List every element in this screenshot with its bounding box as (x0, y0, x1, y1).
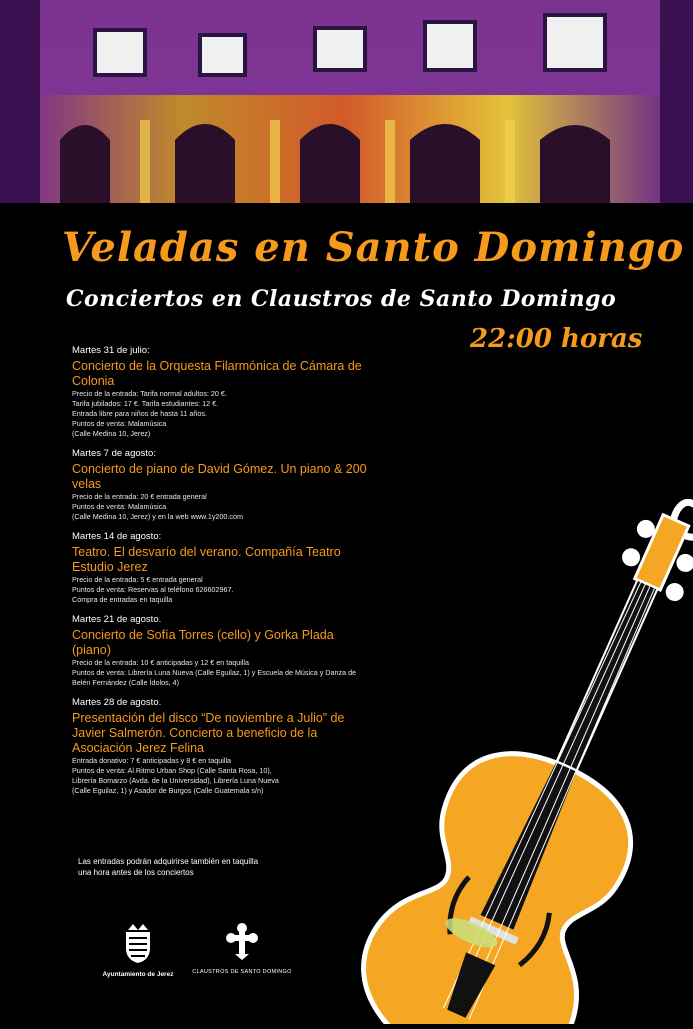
concert-time: 22:00 horas (470, 324, 643, 354)
event-date: Martes 21 de agosto. (72, 614, 162, 625)
claustros-label: CLAUSTROS DE SANTO DOMINGO (192, 969, 292, 975)
event-title: Concierto de la Orquesta Filarmónica de Cámara de Colonia (72, 359, 362, 388)
violin-illustration (360, 420, 693, 1024)
event-details: Entrada donativo: 7 € anticipadas y 8 € en taquilla Puntos de venta: Al Ritmo Urban Shop (Calle Santa Rosa, 10), Librería Bomarzo (Avda. de la Universidad), Librería Luna Nueva (Calle Eguilaz, 1) y Asador de Burgos (Calle Guatemala s/n) (72, 756, 279, 795)
claustros-logo (192, 922, 292, 975)
event-date: Martes 7 de agosto: (72, 448, 156, 459)
event-item (72, 531, 372, 605)
ayuntamiento-logo (88, 922, 188, 978)
event-details: Precio de la entrada: 10 € anticipadas y 12 € en taquilla Puntos de venta: Librería Luna Nueva (Calle Eguilaz, 1) y Escuela de Música y Danza de Belén Fernández (Calle Ídolos, 4) (72, 658, 357, 687)
event-item (72, 614, 372, 688)
event-date: Martes 14 de agosto: (72, 531, 162, 542)
poster-subtitle: Conciertos en Claustros de Santo Domingo (66, 286, 617, 312)
event-title: Concierto de piano de David Gómez. Un piano & 200 velas (72, 462, 367, 491)
ayuntamiento-label: Ayuntamiento de Jerez (102, 971, 174, 978)
event-title: Teatro. El desvarío del verano. Compañía Teatro Estudio Jerez (72, 545, 341, 574)
ticket-footnote: Las entradas podrán adquirirse también en taquilla una hora antes de los conciertos (78, 857, 259, 877)
event-title: Presentación del disco “De noviembre a Julio” de Javier Salmerón. Concierto a beneficio de la Asociación Jerez Felina (72, 711, 345, 755)
event-item (72, 345, 372, 439)
event-item (72, 697, 372, 796)
event-details: Precio de la entrada: 20 € entrada general Puntos de venta: Malamúsica (Calle Medina 10, Jerez) y en la web www.1y200.com (72, 492, 243, 521)
cloister-photo (0, 0, 693, 203)
event-date: Martes 31 de julio: (72, 345, 150, 356)
event-details: Precio de la entrada: Tarifa normal adultos: 20 €. Tarifa jubilados: 17 €. Tarifa estudiantes: 12 €. Entrada libre para niños de hasta 11 años. Puntos de venta: Malamúsica (Calle Medina 10, Jerez) (72, 389, 227, 438)
coat-of-arms-icon (123, 922, 153, 964)
event-item (72, 448, 372, 522)
poster-title: Veladas en Santo Domingo (62, 224, 685, 271)
event-list (72, 345, 372, 805)
cross-icon (225, 922, 259, 960)
event-details: Precio de la entrada: 5 € entrada general Puntos de venta: Reservas al teléfono 626602967. Compra de entradas en taquilla (72, 575, 234, 604)
event-title: Concierto de Sofía Torres (cello) y Gorka Plada (piano) (72, 628, 334, 657)
event-date: Martes 28 de agosto. (72, 697, 162, 708)
